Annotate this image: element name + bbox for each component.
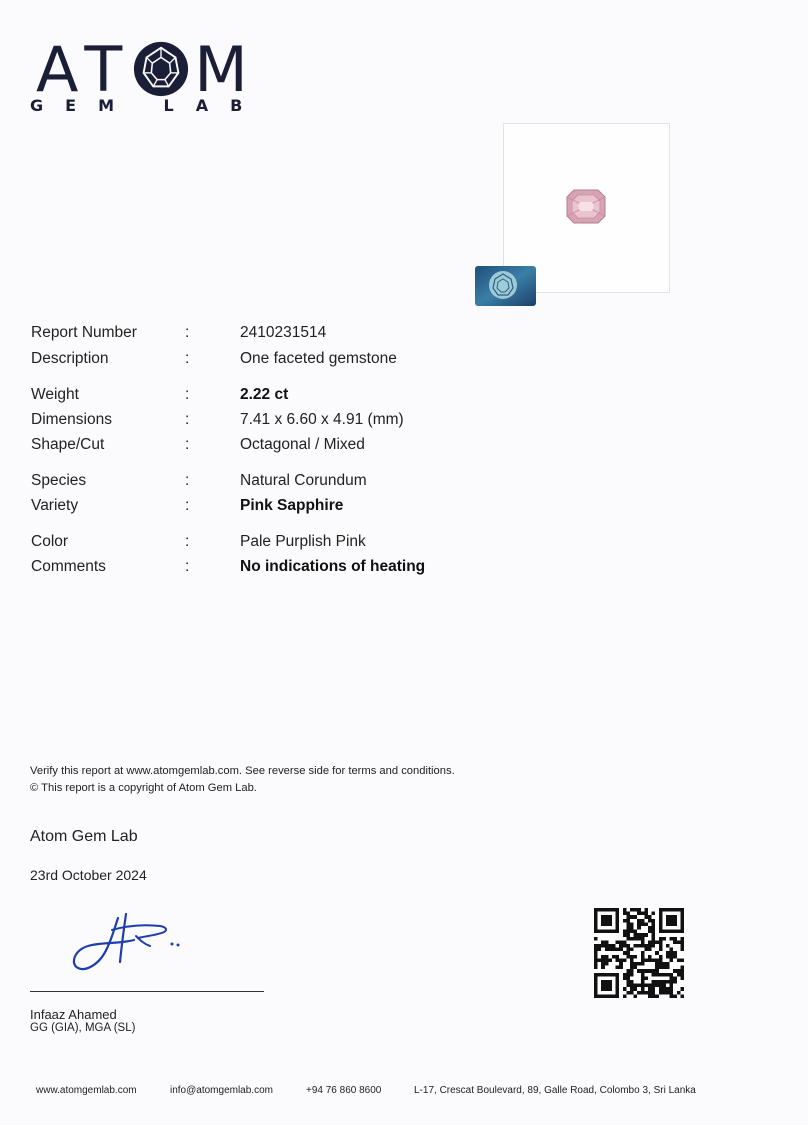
comments-label: Comments xyxy=(31,558,106,575)
logo-subtitle: GEM LAB xyxy=(30,96,265,115)
separator: : xyxy=(185,324,190,341)
separator: : xyxy=(185,411,190,428)
shape-cut-value: Octagonal / Mixed xyxy=(240,436,365,453)
lab-name: Atom Gem Lab xyxy=(30,828,138,845)
signature-icon xyxy=(70,910,190,982)
copyright-note: © This report is a copyright of Atom Gem Lab. xyxy=(30,782,257,794)
shape-cut-label: Shape/Cut xyxy=(31,436,105,453)
signer-credentials: GG (GIA), MGA (SL) xyxy=(30,1022,136,1034)
report-number-value: 2410231514 xyxy=(240,324,327,341)
footer-website: www.atomgemlab.com xyxy=(36,1085,137,1096)
footer-phone: +94 76 860 8600 xyxy=(306,1085,382,1096)
species-label: Species xyxy=(31,472,87,489)
separator: : xyxy=(185,497,190,514)
weight-label: Weight xyxy=(31,386,79,403)
dimensions-label: Dimensions xyxy=(31,411,112,428)
separator: : xyxy=(185,436,190,453)
detail-row-description xyxy=(31,350,771,372)
detail-row-species xyxy=(31,472,771,494)
hologram-seal-icon xyxy=(475,266,536,306)
color-value: Pale Purplish Pink xyxy=(240,533,366,550)
separator: : xyxy=(185,472,190,489)
report-number-label: Report Number xyxy=(31,324,137,341)
separator: : xyxy=(185,386,190,403)
weight-value: 2.22 ct xyxy=(240,386,289,403)
detail-row-report-number xyxy=(31,324,771,346)
logo-letter-m: M xyxy=(194,33,254,106)
signature-line xyxy=(30,991,264,992)
footer-email: info@atomgemlab.com xyxy=(170,1085,273,1096)
separator: : xyxy=(185,533,190,550)
signer-name: Infaaz Ahamed xyxy=(30,1007,117,1022)
description-label: Description xyxy=(31,350,109,367)
separator: : xyxy=(185,558,190,575)
verify-note: Verify this report at www.atomgemlab.com. See reverse side for terms and conditions. xyxy=(30,765,455,777)
dimensions-value: 7.41 x 6.60 x 4.91 (mm) xyxy=(240,411,404,428)
detail-row-comments xyxy=(31,558,771,580)
logo-letter-t: T xyxy=(84,33,129,106)
variety-value: Pink Sapphire xyxy=(240,497,344,514)
gem-logo-icon xyxy=(132,40,190,98)
variety-label: Variety xyxy=(31,497,79,514)
detail-row-shape-cut xyxy=(31,436,771,458)
comments-value: No indications of heating xyxy=(240,558,426,575)
species-value: Natural Corundum xyxy=(240,472,367,489)
logo-letter-a: A xyxy=(36,33,85,106)
detail-row-color xyxy=(31,533,771,555)
color-label: Color xyxy=(31,533,69,550)
report-date: 23rd October 2024 xyxy=(30,867,147,883)
separator: : xyxy=(185,350,190,367)
detail-row-dimensions xyxy=(31,411,771,433)
description-value: One faceted gemstone xyxy=(240,350,397,367)
detail-row-weight xyxy=(31,386,771,408)
qr-code-icon xyxy=(594,908,684,998)
detail-row-variety xyxy=(31,497,771,519)
footer-address: L-17, Crescat Boulevard, 89, Galle Road, Colombo 3, Sri Lanka xyxy=(414,1085,696,1096)
